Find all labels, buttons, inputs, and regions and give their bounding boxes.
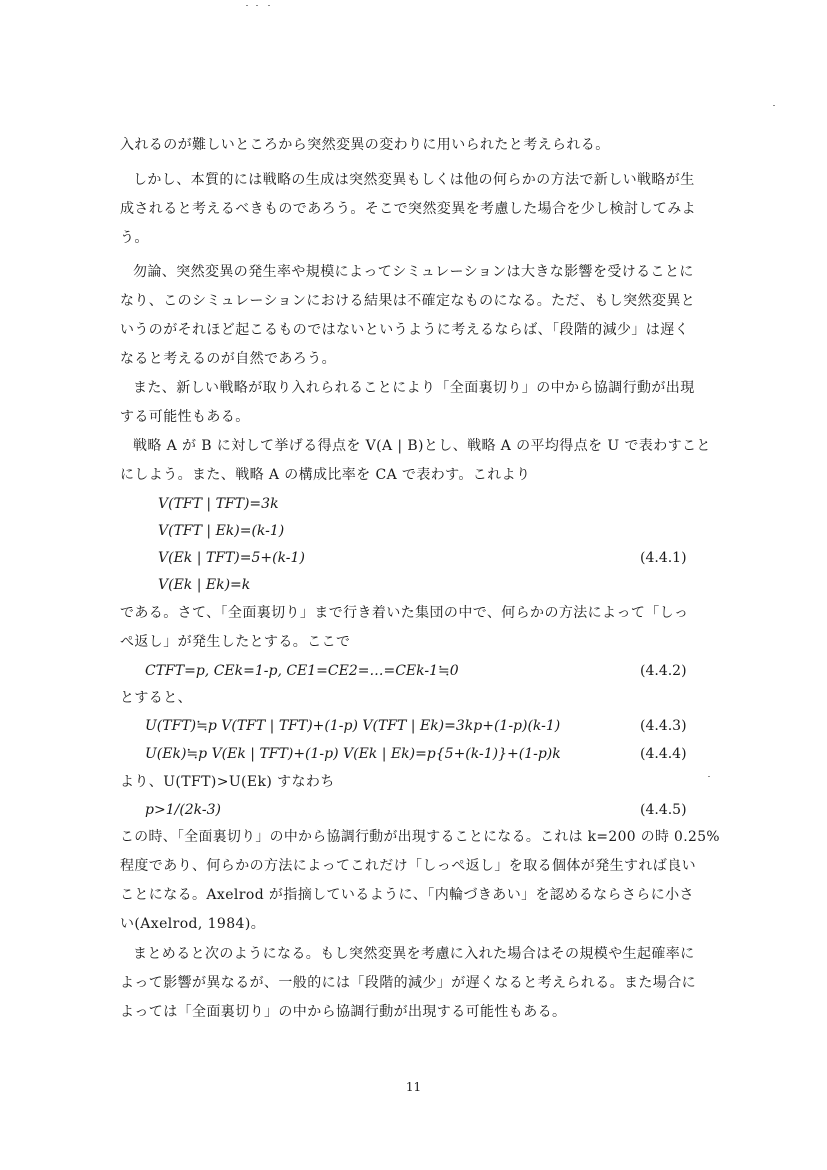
body-text-line: 程度であり、何らかの方法によってこれだけ「しっぺ返し」を取る個体が発生すれば良い xyxy=(120,858,696,874)
body-text-line: い(Axelrod, 1984)。 xyxy=(120,916,266,932)
scan-speck xyxy=(246,5,248,6)
body-text-line: なると考えるのが自然であろう。 xyxy=(120,351,336,367)
body-text-line: ことになる。Axelrod が指摘しているように、「内輪づきあい」を認めるならさらに小さ xyxy=(120,887,694,903)
equation-number: (4.4.3) xyxy=(640,718,687,734)
body-text-line: ぺ返し」が発生したとする。ここで xyxy=(120,634,351,650)
equation-line: U(Ek)≒p V(Ek | TFT)+(1-p) V(Ek | Ek)=p{5+(k-1)}+(1-p)k xyxy=(145,746,561,762)
body-text-line: よって影響が異なるが、一般的には「段階的減少」が遅くなると考えられる。また場合に xyxy=(120,975,696,991)
body-text-line: よっては「全面裏切り」の中から協調行動が出現する可能性もある。 xyxy=(120,1004,567,1020)
scan-speck xyxy=(708,776,710,777)
body-text-line: この時、「全面裏切り」の中から協調行動が出現することになる。これは k=200 の時 0.25% xyxy=(120,829,720,845)
equation-number: (4.4.4) xyxy=(640,746,687,762)
body-text-line: である。さて、「全面裏切り」まで行き着いた集団の中で、何らかの方法によって「しっ xyxy=(120,605,689,621)
equation-line: p>1/(2k-3) xyxy=(145,802,222,818)
scan-speck xyxy=(773,105,775,106)
equation-number: (4.4.1) xyxy=(640,550,687,566)
equation-line: V(TFT | Ek)=(k-1) xyxy=(158,523,285,539)
body-text-line: 入れるのが難しいところから突然変異の変わりに用いられたと考えられる。 xyxy=(120,137,610,153)
body-text-line: 勿論、突然変異の発生率や規模によってシミュレーションは大きな影響を受けることに xyxy=(133,264,694,280)
equation-line: V(TFT | TFT)=3k xyxy=(158,496,279,512)
equation-number: (4.4.2) xyxy=(640,663,687,679)
body-text-line: なり、このシミュレーションにおける結果は不確定なものになる。ただ、もし突然変異と xyxy=(120,293,696,309)
body-text-line: 戦略 A が B に対して挙げる得点を V(A | B)とし、戦略 A の平均得点を U で表わすこと xyxy=(133,438,711,454)
body-text-line: また、新しい戦略が取り入れられることにより「全面裏切り」の中から協調行動が出現 xyxy=(133,380,695,396)
equation-line: CTFT=p, CEk=1-p, CE1=CE2=…=CEk-1≒0 xyxy=(145,663,459,679)
body-text-line: する可能性もある。 xyxy=(120,409,250,425)
body-text-line: まとめると次のようになる。もし突然変異を考慮に入れた場合はその規模や生起確率に xyxy=(133,946,695,962)
equation-line: U(TFT)≒p V(TFT | TFT)+(1-p) V(TFT | Ek)=3kp+(1-p)(k-1) xyxy=(145,718,561,734)
body-text-line: とすると、 xyxy=(120,690,192,706)
equation-line: V(Ek | TFT)=5+(k-1) xyxy=(158,550,305,566)
page-number: 11 xyxy=(405,1080,422,1094)
body-text-line: いうのがそれほど起こるものではないというように考えるならば、「段階的減少」は遅く xyxy=(120,322,689,338)
equation-number: (4.4.5) xyxy=(640,802,687,818)
body-text-line: 成されると考えるべきものであろう。そこで突然変異を考慮した場合を少し検討してみよ xyxy=(120,201,696,217)
body-text-line: しかし、本質的には戦略の生成は突然変異もしくは他の何らかの方法で新しい戦略が生 xyxy=(133,172,695,188)
scan-speck xyxy=(268,5,270,6)
scan-speck xyxy=(256,5,258,6)
equation-line: V(Ek | Ek)=k xyxy=(158,577,251,593)
body-text-line: にしよう。また、戦略 A の構成比率を CA で表わす。これより xyxy=(120,467,531,483)
body-text-line: より、U(TFT)>U(Ek) すなわち xyxy=(120,774,335,790)
body-text-line: う。 xyxy=(120,230,149,246)
